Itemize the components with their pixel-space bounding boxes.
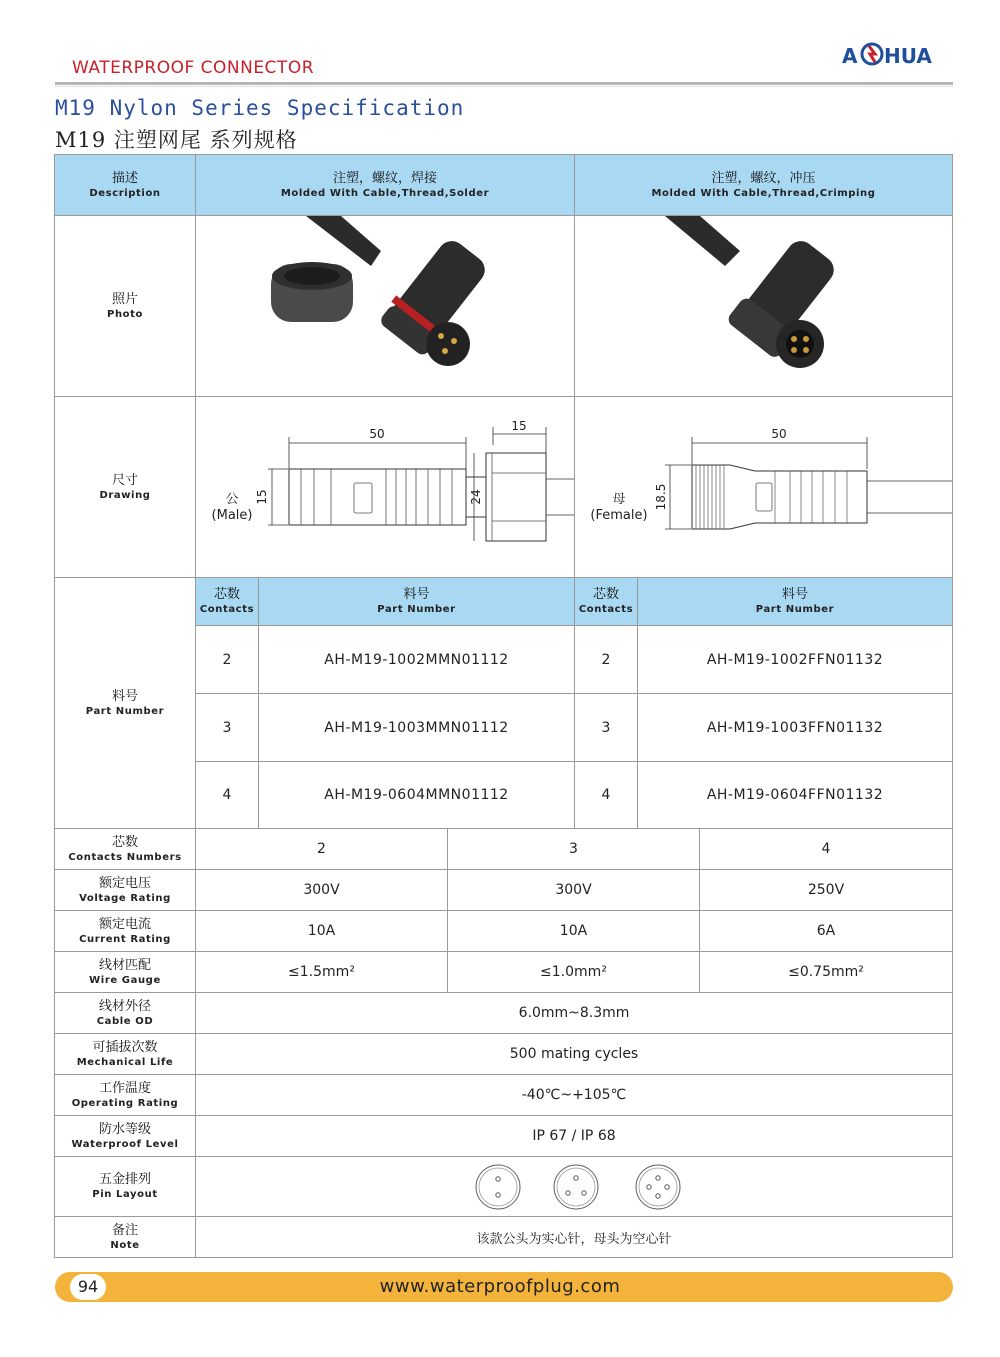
spec-label-waterproof-en: Waterproof Level (71, 1138, 179, 1150)
spec-label-contacts-en: Contacts Numbers (68, 851, 182, 863)
spec-label-wire-en: Wire Gauge (89, 974, 161, 986)
female-length-dim: 50 (771, 427, 787, 441)
spec-label-voltage (54, 869, 196, 911)
male-part-header-en: Part Number (377, 604, 456, 615)
pin-layout-label (54, 1156, 196, 1217)
spec-operating: -40℃~+105℃ (195, 1074, 953, 1116)
female-part-header-cn: 料号 (781, 587, 808, 602)
spec-label-operating-cn: 工作温度 (98, 1080, 151, 1096)
description-header-en: Description (89, 187, 161, 199)
female-contacts-header (574, 577, 638, 626)
svg-text:HUA: HUA (884, 44, 932, 68)
male-connector-image (196, 216, 574, 396)
spec-label-mech-life-en: Mechanical Life (76, 1056, 174, 1068)
male-nut-dia-dim: 24 (469, 489, 483, 505)
female-part-header-en: Part Number (755, 604, 835, 615)
pin-layout-4-icon (636, 1165, 680, 1209)
drawing-label-cn: 尺寸 (111, 472, 138, 488)
female-photo (574, 215, 953, 397)
female-part-4: AH-M19-0604FFN01132 (637, 761, 953, 829)
male-contacts-3: 3 (195, 693, 259, 762)
spec-contacts-b: 3 (447, 828, 700, 870)
male-contacts-header (195, 577, 259, 626)
male-contacts-2: 2 (195, 625, 259, 694)
spec-label-voltage-cn: 额定电压 (98, 875, 151, 891)
header-rule-thin (55, 86, 953, 87)
spec-label-operating (54, 1074, 196, 1116)
female-part-2: AH-M19-1002FFN01132 (637, 625, 953, 694)
male-dia-dim: 15 (255, 489, 269, 505)
spec-waterproof: IP 67 / IP 68 (195, 1115, 953, 1157)
spec-label-contacts-cn: 芯数 (111, 834, 138, 850)
spec-voltage-a: 300V (195, 869, 448, 911)
col2-header-cn: 注塑，螺纹，冲压 (711, 170, 816, 186)
spec-label-mech-life-cn: 可插拔次数 (92, 1039, 158, 1055)
female-contacts-2: 2 (574, 625, 638, 694)
drawing-label-en: Drawing (99, 489, 151, 501)
header-rule (55, 82, 953, 85)
part-number-label-en: Part Number (85, 705, 165, 717)
spec-contacts-a: 2 (195, 828, 448, 870)
page-title-en: M19 Nylon Series Specification (55, 96, 465, 120)
description-header-cn: 描述 (111, 170, 138, 186)
col1-header-en: Molded With Cable,Thread,Solder (280, 187, 490, 199)
spec-label-current (54, 910, 196, 952)
description-header (54, 154, 196, 216)
spec-label-waterproof-cn: 防水等级 (98, 1121, 151, 1137)
website-link[interactable]: www.waterproofplug.com (379, 1276, 621, 1297)
spec-label-voltage-en: Voltage Rating (79, 892, 171, 904)
category-title: WATERPROOF CONNECTOR (72, 58, 315, 78)
male-part-2: AH-M19-1002MMN01112 (258, 625, 575, 694)
spec-label-contacts (54, 828, 196, 870)
male-part-4: AH-M19-0604MMN01112 (258, 761, 575, 829)
note-value: 该款公头为实心针，母头为空心针 (195, 1216, 953, 1258)
note-label (54, 1216, 196, 1258)
female-contacts-header-cn: 芯数 (592, 587, 619, 602)
photo-label-en: Photo (107, 308, 143, 320)
photo-label (54, 215, 196, 397)
note-label-cn: 备注 (111, 1222, 138, 1238)
spec-current-a: 10A (195, 910, 448, 952)
spec-label-mech-life (54, 1033, 196, 1075)
page-number: 94 (70, 1274, 106, 1300)
female-contacts-3: 3 (574, 693, 638, 762)
female-contacts-4: 4 (574, 761, 638, 829)
female-drawing-svg (575, 397, 952, 577)
pin-layout-diagrams (195, 1156, 953, 1217)
spec-mech-life: 500 mating cycles (195, 1033, 953, 1075)
pin-layout-label-en: Pin Layout (92, 1189, 158, 1200)
spec-label-cable-od-en: Cable OD (96, 1015, 154, 1027)
spec-cable-od: 6.0mm~8.3mm (195, 992, 953, 1034)
photo-label-cn: 照片 (111, 291, 138, 307)
male-nut-dim: 15 (511, 419, 527, 433)
male-en-label: (Male) (211, 508, 253, 523)
pin-layout-3-icon (554, 1165, 598, 1209)
spec-contacts-c: 4 (699, 828, 953, 870)
male-contacts-4: 4 (195, 761, 259, 829)
spec-label-cable-od-cn: 线材外径 (98, 998, 151, 1014)
spec-label-waterproof (54, 1115, 196, 1157)
male-length-dim: 50 (369, 427, 385, 441)
female-en-label: (Female) (590, 508, 648, 523)
page-title-cn: M19 注塑网尾 系列规格 (55, 128, 298, 152)
male-drawing (195, 396, 575, 578)
logo-mark-icon (842, 40, 942, 70)
female-part-3: AH-M19-1003FFN01132 (637, 693, 953, 762)
part-number-label-cn: 料号 (111, 688, 138, 704)
female-contacts-header-en: Contacts (578, 604, 634, 615)
male-contacts-header-cn: 芯数 (213, 587, 240, 602)
drawing-label (54, 396, 196, 578)
female-part-header (637, 577, 953, 626)
spec-label-wire-cn: 线材匹配 (98, 957, 151, 973)
col1-header (195, 154, 575, 216)
male-cn-label: 公 (225, 492, 239, 507)
male-part-header-cn: 料号 (403, 587, 430, 602)
svg-text:A: A (842, 44, 858, 68)
part-number-label (54, 577, 196, 829)
male-part-3: AH-M19-1003MMN01112 (258, 693, 575, 762)
female-cn-label: 母 (612, 492, 626, 507)
spec-label-operating-en: Operating Rating (71, 1097, 179, 1109)
col1-header-cn: 注塑，螺纹，焊接 (332, 170, 437, 186)
spec-label-current-cn: 额定电流 (98, 916, 151, 932)
spec-voltage-b: 300V (447, 869, 700, 911)
pin-layout-label-cn: 五金排列 (98, 1172, 151, 1187)
male-part-header (258, 577, 575, 626)
spec-wire-c: ≤0.75mm² (699, 951, 953, 993)
female-connector-image (575, 216, 952, 396)
brand-logo (842, 40, 942, 70)
spec-current-c: 6A (699, 910, 953, 952)
spec-wire-a: ≤1.5mm² (195, 951, 448, 993)
col2-header-en: Molded With Cable,Thread,Crimping (651, 187, 876, 199)
spec-label-current-en: Current Rating (79, 933, 171, 945)
female-dia-dim: 18.5 (654, 483, 668, 511)
pin-layout-svg (196, 1157, 952, 1216)
male-photo (195, 215, 575, 397)
spec-label-cable-od (54, 992, 196, 1034)
spec-current-b: 10A (447, 910, 700, 952)
male-contacts-header-en: Contacts (199, 604, 255, 615)
col2-header (574, 154, 953, 216)
spec-voltage-c: 250V (699, 869, 953, 911)
note-label-en: Note (110, 1239, 140, 1251)
male-drawing-svg (196, 397, 574, 577)
spec-label-wire (54, 951, 196, 993)
female-drawing (574, 396, 953, 578)
spec-wire-b: ≤1.0mm² (447, 951, 700, 993)
pin-layout-2-icon (476, 1165, 520, 1209)
